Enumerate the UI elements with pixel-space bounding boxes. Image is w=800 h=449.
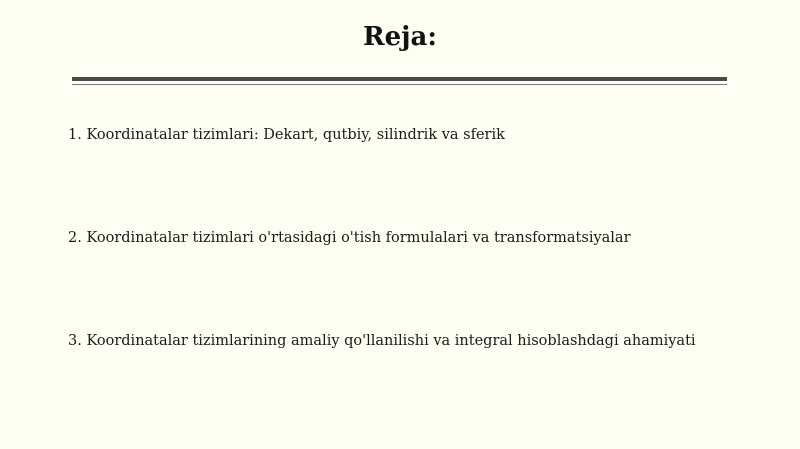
title-divider-thick (72, 77, 727, 81)
plan-item-1: 1. Koordinatalar tizimlari: Dekart, qutbiy, silindrik va sferik (68, 127, 505, 143)
title-divider-thin (72, 84, 727, 85)
plan-item-3: 3. Koordinatalar tizimlarining amaliy qo'llanilishi va integral hisoblashdagi ahamiyati (68, 333, 696, 349)
plan-item-2: 2. Koordinatalar tizimlari o'rtasidagi o'tish formulalari va transformatsiyalar (68, 230, 631, 246)
slide-title: Reja: (362, 22, 437, 52)
